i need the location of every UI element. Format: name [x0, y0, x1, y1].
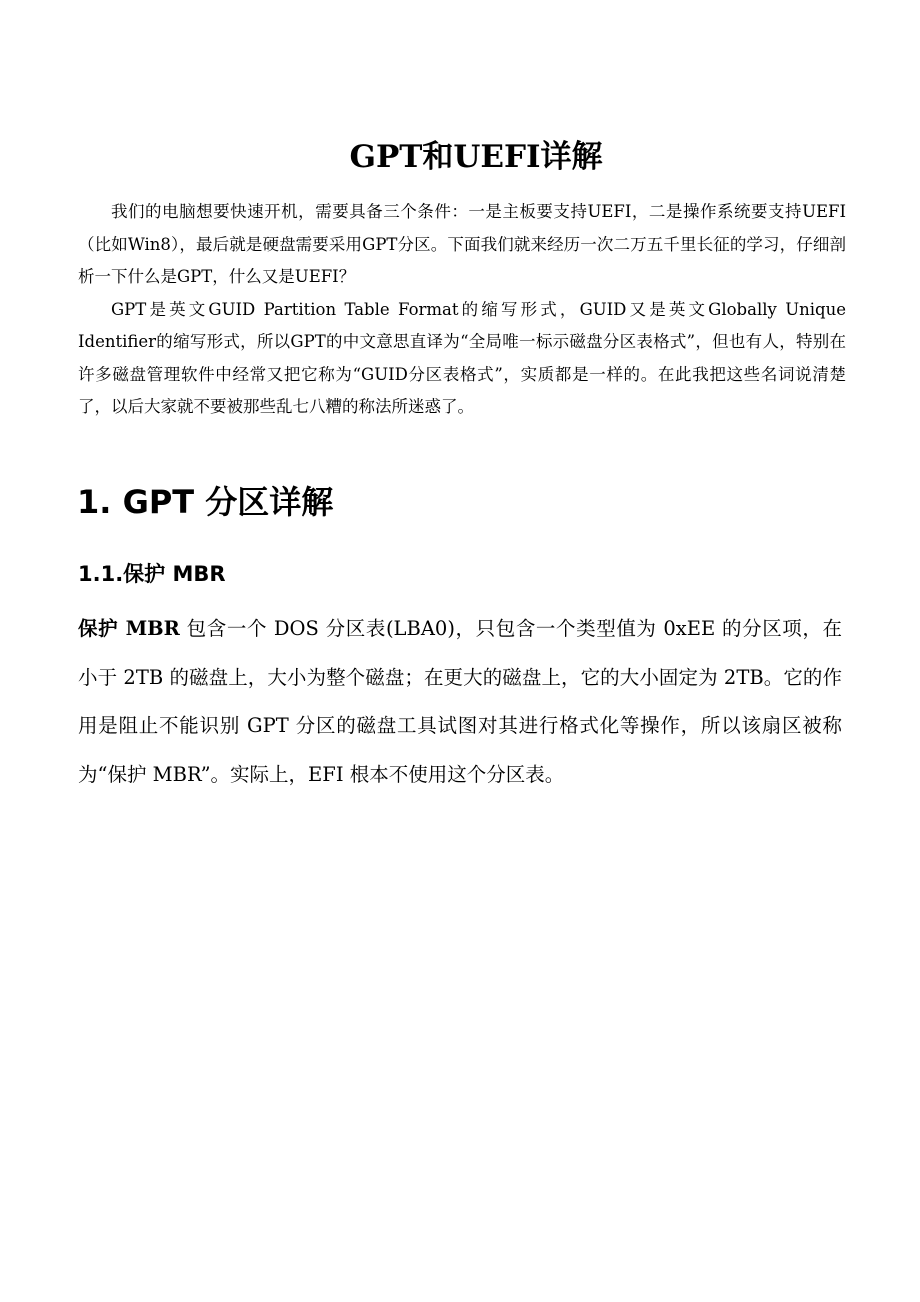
subsection-heading-protective-mbr: 1.1.保护 MBR [78, 562, 226, 586]
protective-mbr-term: 保护 MBR [78, 617, 180, 640]
intro-paragraph: 我们的电脑想要快速开机，需要具备三个条件：一是主板要支持UEFI，二是操作系统要支持UEFI（比如Win8），最后就是硬盘需要采用GPT分区。下面我们就来经历一次二万五千里长征的学习，仔细剖析一下什么是GPT，什么又是UEFI？ [78, 202, 846, 286]
protective-mbr-paragraph [78, 605, 842, 800]
intro-section [78, 196, 846, 424]
section-heading-gpt-partition: 1. GPT 分区详解 [77, 482, 334, 521]
intro-paragraph: GPT是英文GUID Partition Table Format的缩写形式，GUID又是英文Globally Unique Identifier的缩写形式，所以GPT的中文意思直译为“全局唯一标示磁盘分区表格式”，但也有人，特别在许多磁盘管理软件中经常又把它称为“GUID分区表格式”，实质都是一样的。在此我把这些名词说清楚了，以后大家就不要被那些乱七八糟的称法所迷惑了。 [78, 299, 846, 416]
document-title: GPT和UEFI详解 [349, 138, 603, 175]
protective-mbr-description: 包含一个 DOS 分区表(LBA0)，只包含一个类型值为 0xEE 的分区项，在小于 2TB 的磁盘上，大小为整个磁盘；在更大的磁盘上，它的大小固定为 2TB。它的作用是阻止不能识别 GPT 分区的磁盘工具试图对其进行格式化等操作，所以该扇区被称为“保护 MBR”。实际上，EFI 根本不使用这个分区表。 [78, 617, 842, 787]
